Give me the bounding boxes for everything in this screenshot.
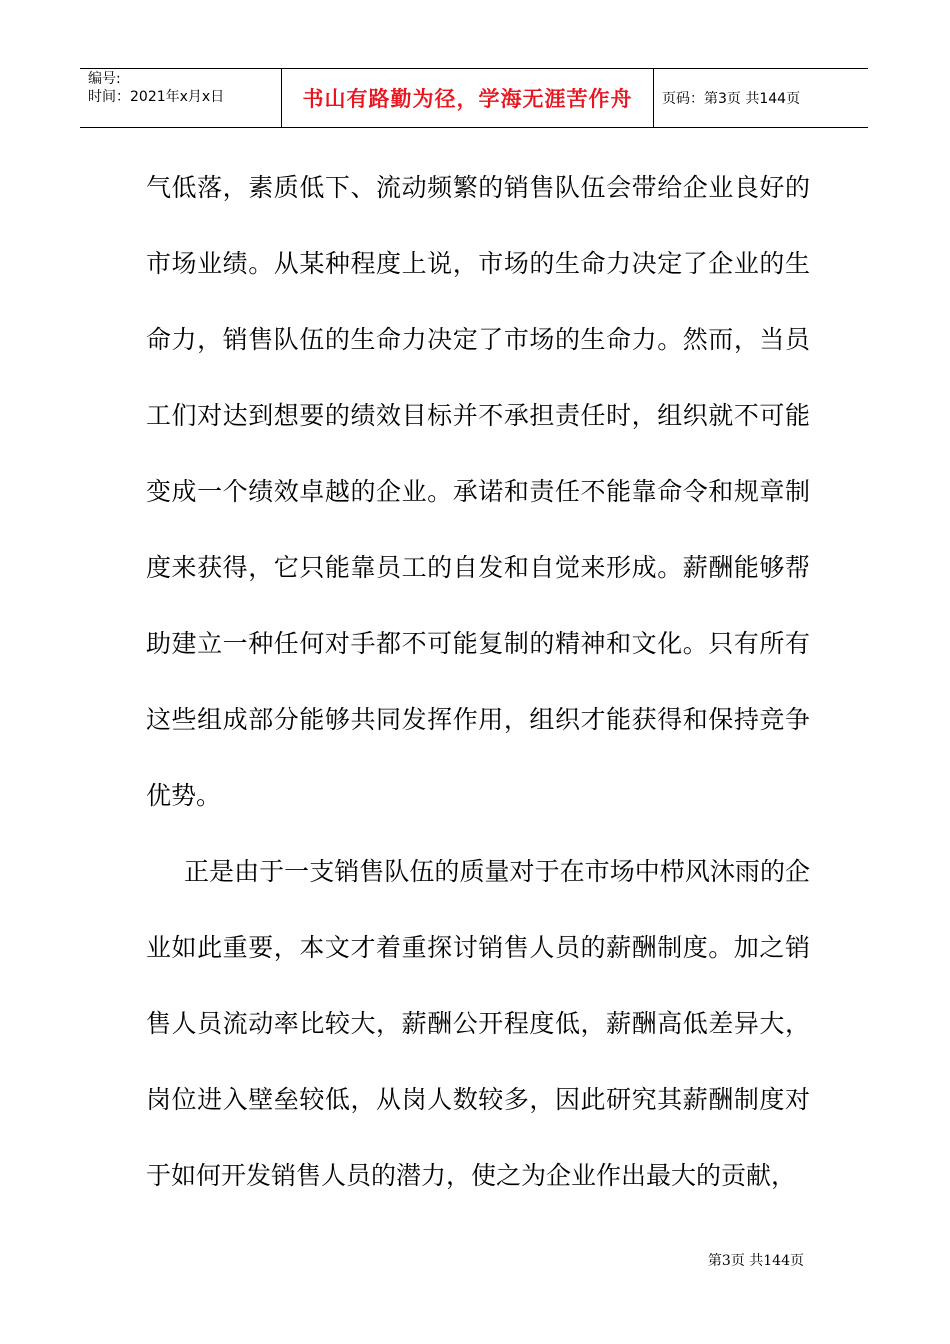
header-motto: 书山有路勤为径，学海无涯苦作舟 (282, 69, 654, 127)
body-paragraph: 正是由于一支销售队伍的质量对于在市场中栉风沐雨的企业如此重要，本文才着重探讨销售人员的薪酬制度。加之销售人员流动率比较大，薪酬公开程度低，薪酬高低差异大，岗位进入壁垒较低，从岗人数较多，因此研究其薪酬制度对于如何开发销售人员的潜力，使之为企业作出最大的贡献， (146, 857, 810, 1190)
document-body (146, 150, 810, 1214)
page-header (80, 68, 868, 128)
header-meta-cell (80, 69, 282, 127)
page-footer-number: 第3页 共144页 (707, 1253, 804, 1269)
document-number-label: 编号: (88, 71, 121, 87)
document-date: 时间：2021年x月x日 (88, 89, 225, 105)
body-paragraph: 气低落，素质低下、流动频繁的销售队伍会带给企业良好的市场业绩。从某种程度上说，市场的生命力决定了企业的生命力，销售队伍的生命力决定了市场的生命力。然而，当员工们对达到想要的绩效目标并不承担责任时，组织就不可能变成一个绩效卓越的企业。承诺和责任不能靠命令和规章制度来获得，它只能靠员工的自发和自觉来形成。薪酬能够帮助建立一种任何对手都不可能复制的精神和文化。只有所有这些组成部分能够共同发挥作用，组织才能获得和保持竞争优势。 (146, 173, 810, 810)
header-page-info: 页码：第3页 共144页 (662, 91, 801, 107)
